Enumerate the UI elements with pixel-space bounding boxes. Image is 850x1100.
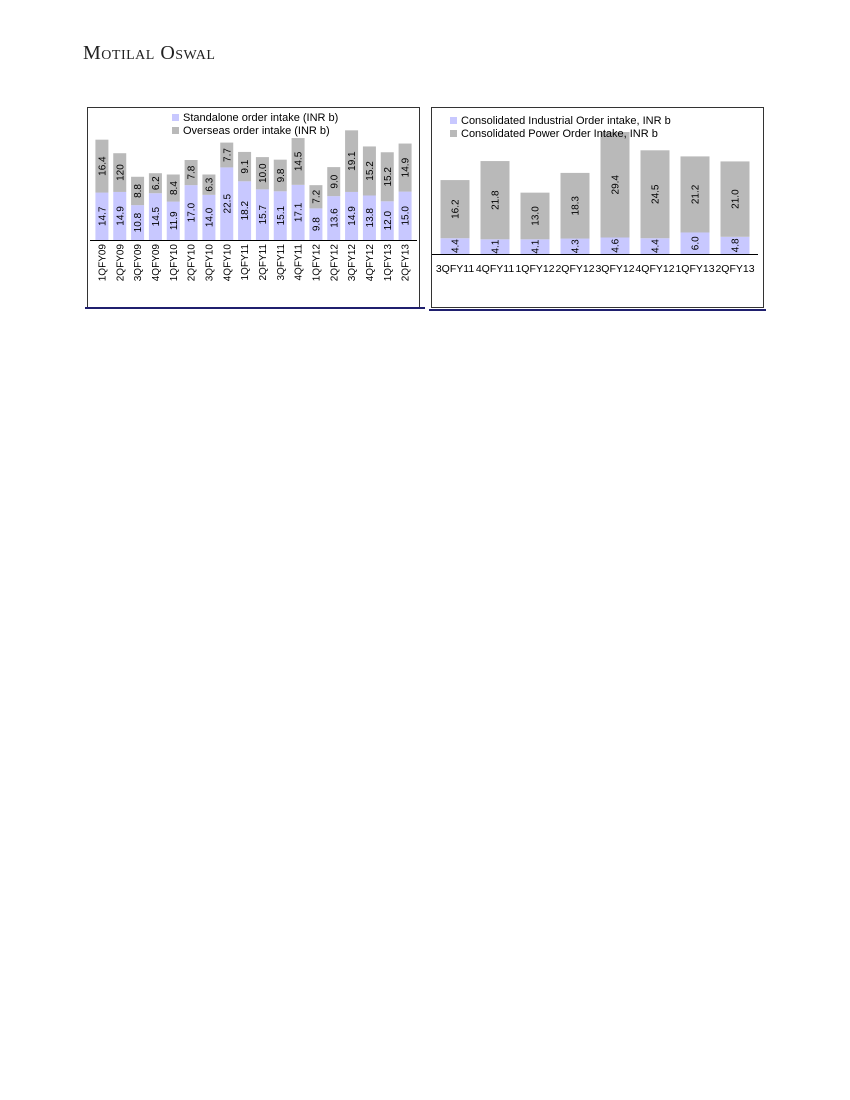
data-label-1QFY10-series-1: 11.9 xyxy=(168,211,180,231)
data-label-2QFY12-series-1: 4.3 xyxy=(570,239,582,254)
tick-label-1QFY10: 1QFY10 xyxy=(168,244,180,282)
data-label-3QFY09-series-1: 10.8 xyxy=(133,212,145,233)
tick-label-4QFY11: 4QFY11 xyxy=(293,244,305,281)
data-label-4QFY09-series-1: 14.5 xyxy=(150,206,162,227)
legend-label-power: Consolidated Power Order Intake, INR b xyxy=(461,127,658,140)
data-label-3QFY11-series-1: 15.1 xyxy=(275,205,287,226)
data-label-4QFY11-series-2: 14.5 xyxy=(293,151,305,172)
data-label-3QFY10-series-1: 14.0 xyxy=(204,207,216,228)
data-label-2QFY10-series-1: 17.0 xyxy=(186,202,198,223)
legend-swatch-standalone xyxy=(172,114,179,121)
data-label-4QFY09-series-2: 6.2 xyxy=(150,176,162,191)
tick-label-3QFY11: 3QFY11 xyxy=(435,263,475,275)
tick-label-2QFY11: 2QFY11 xyxy=(257,244,269,281)
tick-label-4QFY10: 4QFY10 xyxy=(222,244,234,282)
data-label-3QFY09-series-2: 8.8 xyxy=(133,184,145,198)
data-label-1QFY13-series-1: 12.0 xyxy=(382,210,394,231)
data-label-1QFY11-series-2: 9.1 xyxy=(240,159,252,174)
right-chart-underline xyxy=(429,309,766,311)
tick-label-4QFY11: 4QFY11 xyxy=(475,263,515,275)
tick-label-1QFY12: 1QFY12 xyxy=(515,263,555,275)
tick-label-1QFY13: 1QFY13 xyxy=(675,263,715,275)
legend-label-standalone: Standalone order intake (INR b) xyxy=(183,111,339,124)
tick-label-3QFY11: 3QFY11 xyxy=(275,244,287,281)
legend-item-overseas xyxy=(172,124,338,137)
data-label-2QFY12-series-2: 9.0 xyxy=(329,174,341,189)
tick-label-3QFY09: 3QFY09 xyxy=(133,244,145,282)
data-label-1QFY11-series-1: 18.2 xyxy=(240,200,252,221)
data-label-2QFY11-series-1: 15.7 xyxy=(257,204,269,225)
tick-label-2QFY12: 2QFY12 xyxy=(555,263,595,275)
data-label-3QFY12-series-2: 29.4 xyxy=(610,175,622,195)
data-label-2QFY13-series-2: 14.9 xyxy=(400,157,412,178)
tick-label-3QFY12: 3QFY12 xyxy=(595,263,635,275)
data-label-2QFY12-series-1: 13.6 xyxy=(329,208,341,228)
tick-label-3QFY10: 3QFY10 xyxy=(204,244,216,282)
tick-label-2QFY13: 2QFY13 xyxy=(400,244,412,282)
standalone-overseas-order-intake-chart xyxy=(87,107,420,308)
data-label-3QFY11-series-2: 9.8 xyxy=(275,168,287,183)
data-label-3QFY11-series-1: 4.4 xyxy=(450,239,462,254)
tick-label-2QFY13: 2QFY13 xyxy=(715,263,755,275)
data-label-1QFY12-series-1: 9.8 xyxy=(311,217,323,232)
tick-label-4QFY09: 4QFY09 xyxy=(150,244,162,282)
tick-label-1QFY11: 1QFY11 xyxy=(240,244,252,281)
data-label-1QFY13-series-2: 15.2 xyxy=(382,167,394,187)
data-label-4QFY12-series-1: 4.4 xyxy=(650,239,662,254)
data-label-4QFY12-series-2: 24.5 xyxy=(650,184,662,204)
data-label-4QFY12-series-2: 15.2 xyxy=(364,161,376,181)
legend-item-industrial xyxy=(450,114,671,127)
left-chart-legend xyxy=(172,111,338,137)
tick-label-2QFY10: 2QFY10 xyxy=(186,244,198,282)
data-label-3QFY11-series-2: 16.2 xyxy=(450,199,462,219)
data-label-2QFY12-series-2: 18.3 xyxy=(570,196,582,216)
data-label-4QFY11-series-1: 17.1 xyxy=(293,202,305,223)
data-label-1QFY09-series-2: 16.4 xyxy=(97,156,109,176)
data-label-2QFY11-series-2: 10.0 xyxy=(257,163,269,183)
data-label-2QFY09-series-2: 120 xyxy=(115,164,127,181)
consolidated-order-intake-chart xyxy=(431,107,764,308)
data-label-4QFY11-series-1: 4.1 xyxy=(490,239,502,254)
tick-label-1QFY09: 1QFY09 xyxy=(97,244,109,282)
data-label-1QFY12-series-1: 4.1 xyxy=(530,239,542,254)
data-label-4QFY10-series-2: 7.7 xyxy=(222,148,234,162)
tick-label-4QFY12: 4QFY12 xyxy=(364,244,376,282)
data-label-1QFY12-series-2: 13.0 xyxy=(530,206,542,226)
data-label-4QFY10-series-1: 22.5 xyxy=(222,193,234,214)
data-label-3QFY10-series-2: 6.3 xyxy=(204,177,216,192)
data-label-2QFY13-series-1: 15.0 xyxy=(400,206,412,226)
tick-label-1QFY13: 1QFY13 xyxy=(382,244,394,282)
data-label-4QFY11-series-2: 21.8 xyxy=(490,190,502,210)
data-label-2QFY09-series-1: 14.9 xyxy=(115,206,127,226)
data-label-2QFY13-series-1: 4.8 xyxy=(730,238,742,253)
tick-label-2QFY12: 2QFY12 xyxy=(329,244,341,282)
data-label-2QFY13-series-2: 21.0 xyxy=(730,189,742,209)
data-label-3QFY12-series-2: 19.1 xyxy=(347,151,359,171)
legend-item-standalone xyxy=(172,111,338,124)
left-chart-underline xyxy=(85,307,425,309)
tick-label-3QFY12: 3QFY12 xyxy=(347,244,359,282)
tick-label-4QFY12: 4QFY12 xyxy=(635,263,675,275)
data-label-1QFY13-series-2: 21.2 xyxy=(690,184,702,205)
data-label-4QFY12-series-1: 13.8 xyxy=(364,208,376,228)
legend-label-overseas: Overseas order intake (INR b) xyxy=(183,124,330,137)
legend-label-industrial: Consolidated Industrial Order intake, INR b xyxy=(461,114,671,127)
tick-label-1QFY12: 1QFY12 xyxy=(311,244,323,282)
legend-swatch-overseas xyxy=(172,127,179,134)
legend-swatch-power xyxy=(450,130,457,137)
data-label-3QFY12-series-1: 14.9 xyxy=(347,206,359,226)
data-label-1QFY10-series-2: 8.4 xyxy=(168,181,180,196)
right-chart-legend xyxy=(450,114,671,140)
legend-item-power xyxy=(450,127,671,140)
brand-logo-text: Motilal Oswal xyxy=(83,42,216,64)
data-label-2QFY10-series-2: 7.8 xyxy=(186,165,198,180)
data-label-1QFY12-series-2: 7.2 xyxy=(311,189,323,204)
data-label-1QFY13-series-1: 6.0 xyxy=(690,236,702,251)
data-label-1QFY09-series-1: 14.7 xyxy=(97,206,109,227)
legend-swatch-industrial xyxy=(450,117,457,124)
tick-label-2QFY09: 2QFY09 xyxy=(115,244,127,282)
left-chart-svg xyxy=(87,107,420,308)
data-label-3QFY12-series-1: 4.6 xyxy=(610,238,622,253)
